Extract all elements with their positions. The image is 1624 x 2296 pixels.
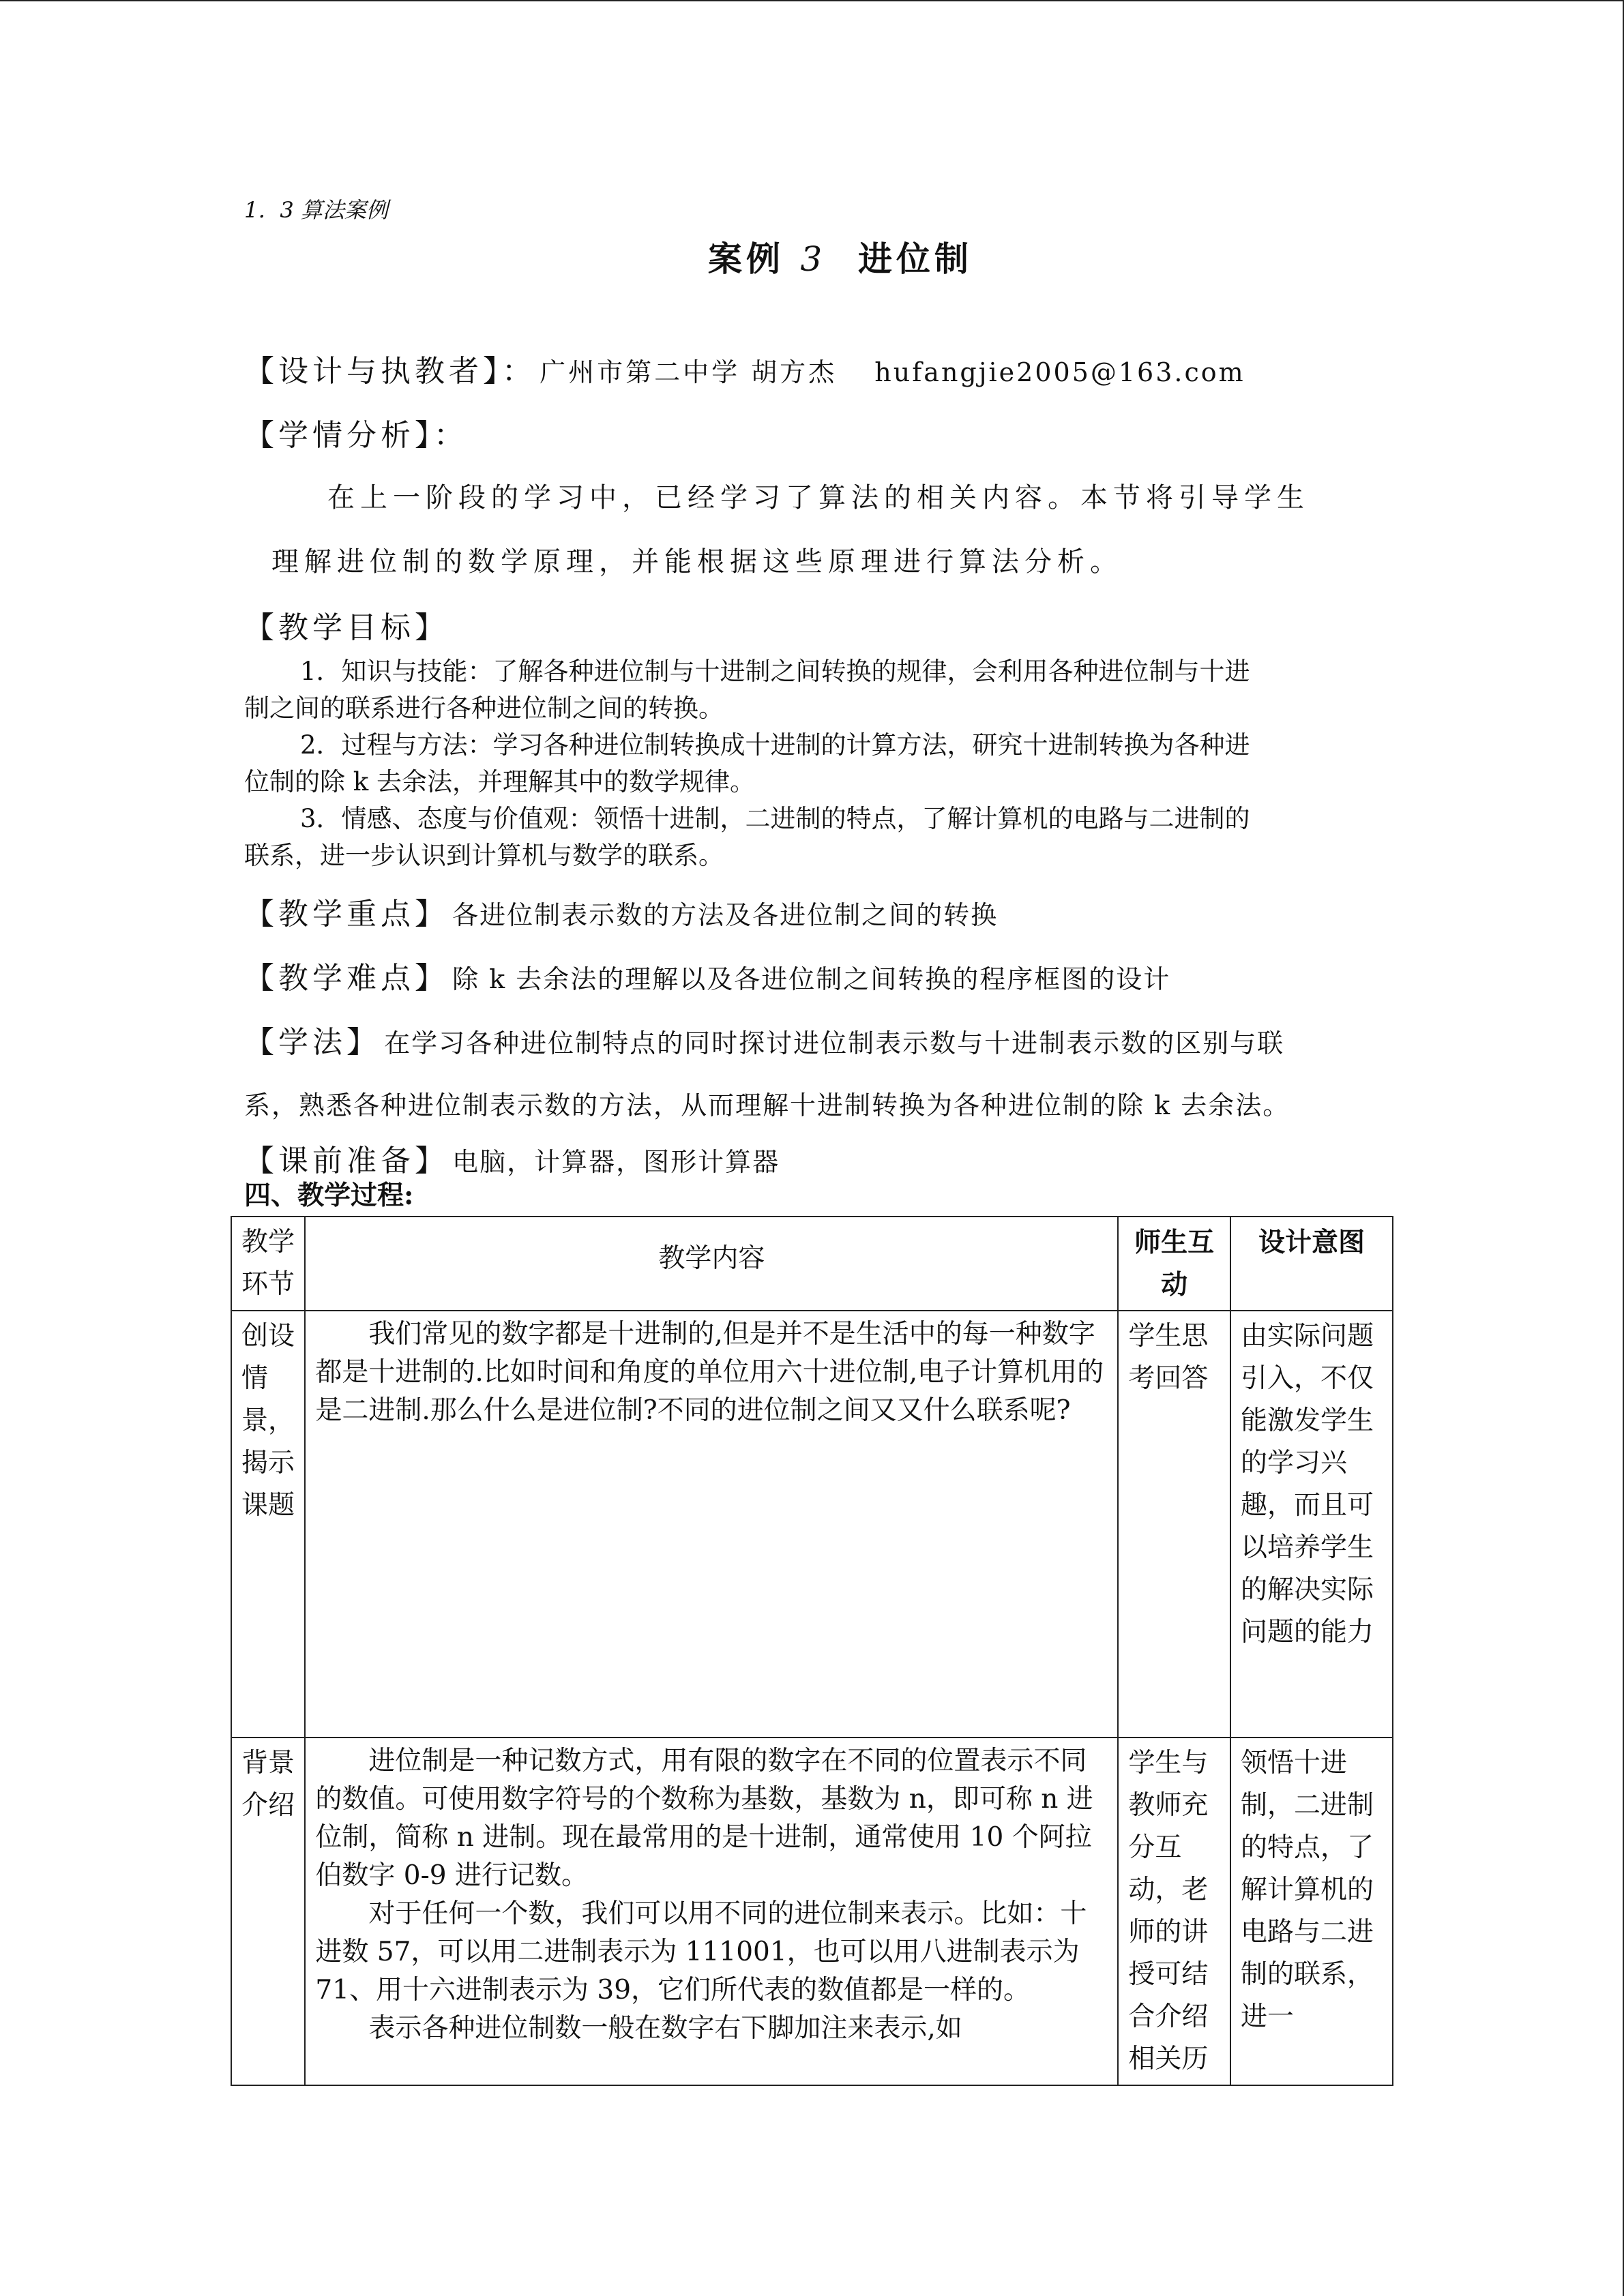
- method-line-1: [244, 1017, 1284, 1061]
- prep-value: 电脑，计算器，图形计算器: [452, 1147, 780, 1177]
- objective-3-line-1: 3．情感、态度与价值观：领悟十进制，二进制的特点，了解计算机的电路与二进制的: [300, 804, 1250, 833]
- section-4-heading: 四、教学过程:: [244, 1180, 414, 1211]
- row2-para-3: 表示各种进位制数一般在数字右下脚加注来表示,如: [368, 2013, 962, 2044]
- row1-stage: 创设情景，揭示课题: [231, 1311, 305, 1738]
- header-intent: 设计意图: [1230, 1217, 1393, 1311]
- table-row: [231, 1738, 1393, 2085]
- row2-stage: 背景介绍: [231, 1738, 305, 2085]
- prep-line: [244, 1136, 780, 1180]
- title-prefix: 案例: [708, 239, 784, 279]
- page-title: [708, 232, 973, 281]
- key-points-label: 【教学重点】: [244, 897, 449, 931]
- row2-para-1: 进位制是一种记数方式，用有限的数字在不同的位置表示不同的数值。可使用数字符号的个数称为基数，基数为 n，即可称 n 进位制，简称 n 进制。现在最常用的是十进制，通常使用 10 个阿拉伯数字 0-9 进行记数。: [315, 1746, 1093, 1891]
- method-value-1: 在学习各种进位制特点的同时探讨进位制表示数与十进制表示数的区别与联: [384, 1028, 1285, 1058]
- analysis-line-1: 在上一阶段的学习中，已经学习了算法的相关内容。本节将引导学生: [327, 482, 1310, 513]
- objective-3-line-2: 联系，进一步认识到计算机与数学的联系。: [244, 841, 724, 870]
- row2-interaction: 学生与教师充分互动，老师的讲授可结合介绍相关历: [1118, 1738, 1230, 2085]
- method-label: 【学法】: [244, 1025, 381, 1060]
- objective-2-line-2: 位制的除 k 去余法，并理解其中的数学规律。: [244, 767, 755, 796]
- title-main: 进位制: [858, 239, 973, 279]
- analysis-line-2: 理解进位制的数学原理，并能根据这些原理进行算法分析。: [271, 546, 1123, 578]
- row2-content: [305, 1738, 1118, 2085]
- author-value: 广州市第二中学 胡方杰: [540, 357, 838, 387]
- row1-content: [305, 1311, 1118, 1738]
- row1-interaction: 学生思考回答: [1118, 1311, 1230, 1738]
- author-line: [244, 346, 1245, 390]
- row2-intent: 领悟十进制，二进制的特点，了解计算机的电路与二进制的联系，进一: [1230, 1738, 1393, 2085]
- key-points-value: 各进位制表示数的方法及各进位制之间的转换: [452, 900, 999, 930]
- header-stage: 教学环节: [231, 1217, 305, 1311]
- method-line-2: 系，熟悉各种进位制表示数的方法，从而理解十进制转换为各种进位制的除 k 去余法。: [244, 1090, 1290, 1120]
- prep-label: 【课前准备】: [244, 1144, 449, 1178]
- difficulties-label: 【教学难点】: [244, 961, 449, 996]
- objectives-label: 【教学目标】: [244, 610, 449, 645]
- objective-1-line-1: 1．知识与技能：了解各种进位制与十进制之间转换的规律，会利用各种进位制与十进: [300, 657, 1250, 686]
- row1-intent: 由实际问题引入，不仅能激发学生的学习兴趣，而且可以培养学生的解决实际问题的能力: [1230, 1311, 1393, 1738]
- header-interaction: 师生互动: [1118, 1217, 1230, 1311]
- difficulties-line: [244, 953, 1170, 997]
- author-email: hufangjie2005@163.com: [874, 357, 1245, 387]
- title-number: 3: [800, 239, 827, 279]
- key-points-line: [244, 889, 998, 933]
- section-reference: 1．3 算法案例: [244, 197, 388, 223]
- author-label: 【设计与执教者】：: [244, 354, 536, 389]
- row1-content-text: 我们常见的数字都是十进制的,但是并不是生活中的每一种数字都是十进制的.比如时间和角度的单位用六十进位制,电子计算机用的是二进制.那么什么是进位制?不同的进位制之间又又什么联系呢?: [315, 1319, 1104, 1426]
- objective-1-line-2: 制之间的联系进行各种进位制之间的转换。: [244, 694, 724, 723]
- header-content: 教学内容: [305, 1217, 1118, 1311]
- table-header-row: [231, 1217, 1393, 1311]
- analysis-label: 【学情分析】：: [244, 418, 468, 453]
- row2-para-2: 对于任何一个数，我们可以用不同的进位制来表示。比如：十进数 57，可以用二进制表示为 111001，也可以用八进制表示为 71、用十六进制表示为 39，它们所代表的数值都是一样的。: [315, 1898, 1087, 2006]
- objective-2-line-1: 2．过程与方法：学习各种进位制转换成十进制的计算方法，研究十进制转换为各种进: [300, 730, 1250, 760]
- difficulties-value: 除 k 去余法的理解以及各进位制之间转换的程序框图的设计: [452, 964, 1171, 994]
- teaching-process-table: [231, 1216, 1393, 2086]
- table-row: [231, 1311, 1393, 1738]
